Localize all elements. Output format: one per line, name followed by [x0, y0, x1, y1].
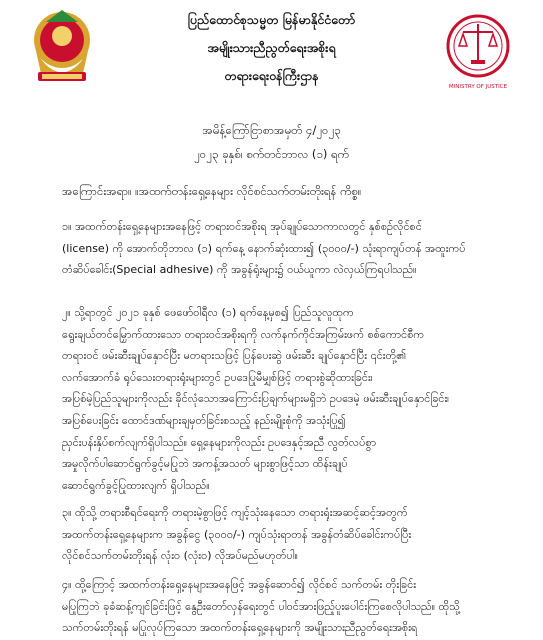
- paragraph-1: [62, 216, 502, 281]
- paragraph-line: တံဆိပ်ခေါင်း(Special adhesive) ကို အခွန်ရုံးများ၌ ဝယ်ယူကာ လဲလှယ်ကြရပါသည်။: [62, 263, 417, 277]
- paragraph-line: ညှင်းပန်းနှိပ်စက်လျက်ရှိပါသည်။ ရှေ့နေများကိုလည်း ဥပဒေနှင့်အညီ လွတ်လပ်စွာ: [62, 435, 377, 449]
- paragraph-2: [62, 302, 502, 496]
- paragraph-line: ၄။ ထို့ကြောင့် အထက်တန်းရှေ့နေများအနေဖြင့် အခွန်ဆောင်၍ လိုင်စင် သက်တမ်း တိုးခြင်း: [62, 578, 417, 591]
- paragraph-line: အမှုလိုက်ပါဆောင်ရွက်ခွင့်မပြုဘဲ အကန့်အသတ် များစွာဖြင့်သာ ထိန်းချုပ်: [62, 457, 348, 471]
- paragraph-line: အပြစ်ပေးခြင်း ထောင်ဒဏ်များချမှတ်ခြင်းစသည့် နည်းမျိုးစုံကို အသုံးပြု၍: [62, 413, 346, 427]
- header-line-2: အမျိုးသားညီညွတ်ရေးအစိုးရ: [207, 40, 336, 55]
- paragraph-line: ၁။ အထက်တန်းရှေ့နေများအနေဖြင့် တရားဝင်အစိုးရ အုပ်ချုပ်သောကာလတွင် နှစ်စဉ်လိုင်စင်: [62, 220, 422, 233]
- notice-date: ၂၀၂၃ ခုနှစ်၊ စက်တင်ဘာလ (၁) ရက်: [194, 147, 349, 161]
- paragraph-3: [62, 502, 502, 567]
- paragraph-line: မပြုကြဘဲ ခုခံဆန့်ကျင်ခြင်းဖြင့် နွေဦးတော်လှန်ရေးတွင် ပါဝင်အားဖြည့်ပူးပေါင်းကြစေလိုပါသည်။ ထိုသို့: [62, 599, 460, 613]
- paragraph-line: အထက်တန်းရှေ့နေများက အခွန်ငွေ (၃၀၀၀/-) ကျပ်သုံးရာတန် အခွန်တံဆိပ်ခေါင်းကပ်ပြီး: [62, 527, 412, 541]
- subject-line: အကြောင်းအရာ။ ။အထက်တန်းရှေ့နေများ လိုင်စင်သက်တမ်းတိုးရန် ကိစ္စ။: [62, 184, 362, 198]
- paragraph-4: [62, 574, 502, 640]
- paragraph-line: (license) ကို အောက်တိုဘာလ (၁) ရက်နေ့ နောက်ဆုံးထား၍ (၃၀၀၀/-) သုံးရာကျပ်တန် အထူးကပ်: [62, 241, 466, 255]
- header-line-3: တရားရေးဝန်ကြီးဌာန: [224, 68, 319, 83]
- paragraph-line: ၃။ ထိုသို့ တရားစီရင်ရေးကို တရားမဲ့စွာဖြင့် ကျင့်သုံးနေသော တရားရုံးအဆင့်ဆင့်အတွက်: [62, 506, 408, 519]
- paragraph-line: ဆောင်ရွက်ခွင့်ပြုထားလျက် ရှိပါသည်။: [62, 478, 210, 492]
- paragraph-line: သက်တမ်းတိုးရန် မပြုလုပ်ကြသော အထက်တန်းရှေ့နေများကို အမျိုးသားညီညွတ်ရေးအစိုးရ: [62, 621, 418, 635]
- paragraph-line: လိုင်စင်သက်တမ်းတိုးရန် လုံးဝ (လုံးဝ) လိုအပ်မည်မဟုတ်ပါ။: [62, 549, 298, 563]
- paragraph-line: ၂။ သို့ရာတွင် ၂၀၂၁ ခုနှစ် ဖေဖော်ဝါရီလ (၁) ရက်နေ့မှစ၍ ပြည်သူလူထုက: [62, 306, 354, 319]
- paragraph-line: လက်အောက်ခံ ရုပ်သေးတရားရုံးများတွင် ဥပဒေပြုမီမျှစ်ဖြင့် တရားစွဲဆိုထားခြင်း၊: [62, 370, 373, 384]
- header-line-1: ပြည်ထောင်စုသမ္မတ မြန်မာနိုင်ငံတော်: [187, 12, 356, 27]
- paragraph-line: ရွေးချယ်တင်မြှောက်ထားသော တရားဝင်အစိုးရကို လက်နက်ကိုင်အကြမ်းဖက် စစ်ကောင်စီက: [62, 327, 425, 341]
- ministry-emblem-text: MINISTRY OF JUSTICE: [448, 84, 508, 90]
- paragraph-line: အပြစ်မဲ့ပြည်သူများကိုလည်း ခိုင်လုံသောအကြောင်းပြချက်များမရှိဘဲ ဥပဒေမဲ့ ဖမ်းဆီးချုပ်နှောင်ခြင်း၊: [62, 392, 450, 406]
- paragraph-line: တရားဝင် ဖမ်းဆီးချုပ်နှောင်ပြီး မတရားသဖြင့် ပြန်ပေးဆွဲ ဖမ်းဆီး ချုပ်နှောင်ပြီး ၎င်းတို့၏: [62, 349, 407, 363]
- notice-number: အမိန့်ကြော်ငြာစာအမှတ် ၄/၂၀၂၃: [202, 123, 341, 137]
